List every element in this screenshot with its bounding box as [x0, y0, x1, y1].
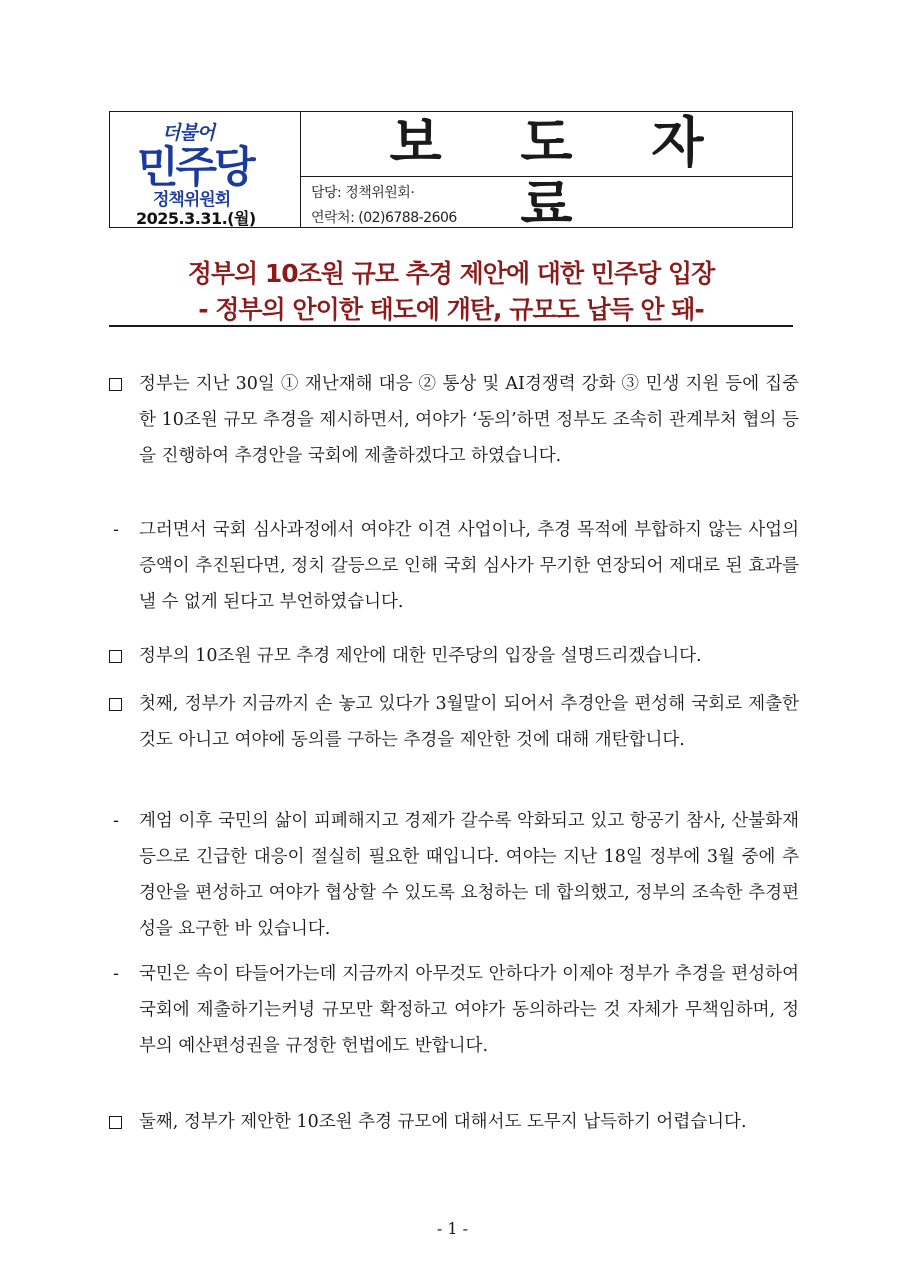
checkbox-bullet-icon	[109, 1104, 139, 1142]
headline-title: 정부의 10조원 규모 추경 제안에 대한 민주당 입장	[187, 259, 715, 288]
paragraph-text: 정부는 지난 30일 ① 재난재해 대응 ② 통상 및 AI경쟁력 강화 ③ 민생 지원 등에 집중한 10조원 규모 추경을 제시하면서, 여야가 ‘동의’하면 정부도 조속히 관계부처 협의 등을 진행하여 추경안을 국회에 제출하겠다고 하였습니다.	[139, 374, 799, 466]
press-release-title: 보 도 자 료	[389, 111, 734, 236]
release-date: 2025.3.31.(월)	[136, 209, 256, 228]
contact-phone: 연락처: (02)6788-2606	[311, 210, 457, 226]
paragraph-5	[109, 803, 799, 947]
paragraph-text: 국민은 속이 타들어가는데 지금까지 아무것도 안하다가 이제야 정부가 추경을 편성하여 국회에 제출하기는커녕 규모만 확정하고 여야가 동의하라는 것 자체가 무책임하며, 정부의 예산편성권을 규정한 헌법에도 반합니다.	[139, 964, 799, 1056]
dash-bullet-icon: -	[113, 520, 119, 540]
title-cell	[301, 111, 792, 236]
paragraph-1	[109, 366, 799, 474]
checkbox-bullet-icon	[109, 366, 139, 404]
paragraph-text: 첫째, 정부가 지금까지 손 놓고 있다가 3월말이 되어서 추경안을 편성해 국회로 제출한 것도 아니고 여야에 동의를 구하는 추경을 제안한 것에 대해 개탄합니다.	[139, 694, 799, 750]
paragraph-text: 그러면서 국회 심사과정에서 여야간 이견 사업이나, 추경 목적에 부합하지 않는 사업의 증액이 추진된다면, 정치 갈등으로 인해 국회 심사가 무기한 연장되어 제대로 된 효과를 낼 수 없게 된다고 부언하였습니다.	[139, 520, 799, 612]
headline-subtitle: - 정부의 안이한 태도에 개탄, 규모도 납득 안 돼-	[198, 295, 704, 324]
party-logo: 민주당	[137, 143, 253, 193]
paragraph-6	[109, 956, 799, 1064]
paragraph-4	[109, 686, 799, 758]
logo-committee: 정책위원회	[153, 190, 231, 210]
checkbox-bullet-icon	[109, 686, 139, 724]
header-divider	[301, 176, 792, 177]
party-logo-cell	[110, 112, 301, 227]
press-release-header	[109, 111, 793, 236]
dash-bullet-icon: -	[113, 964, 119, 984]
paragraph-2	[109, 512, 799, 620]
headline-rule	[109, 325, 793, 327]
paragraph-text: 정부의 10조원 규모 추경 제안에 대한 민주당의 입장을 설명드리겠습니다.	[139, 646, 702, 666]
logo-small-text: 더불어	[162, 122, 215, 144]
contact-person: 담당: 정책위원회·	[311, 185, 415, 201]
paragraph-7	[109, 1104, 799, 1140]
page-number: - 1 -	[436, 1219, 469, 1238]
paragraph-text: 둘째, 정부가 제안한 10조원 추경 규모에 대해서도 도무지 납득하기 어렵습니다.	[139, 1112, 747, 1132]
paragraph-text: 계엄 이후 국민의 삶이 피폐해지고 경제가 갈수록 악화되고 있고 항공기 참사, 산불화재 등으로 긴급한 대응이 절실히 필요한 때입니다. 여야는 지난 18일 정부에 3월 중에 추경안을 편성하고 여야가 협상할 수 있도록 요청하는 데 합의했고, 정부의 조속한 추경편성을 요구한 바 있습니다.	[139, 811, 799, 939]
paragraph-3	[109, 638, 799, 674]
checkbox-bullet-icon	[109, 638, 139, 676]
dash-bullet-icon: -	[113, 811, 119, 831]
